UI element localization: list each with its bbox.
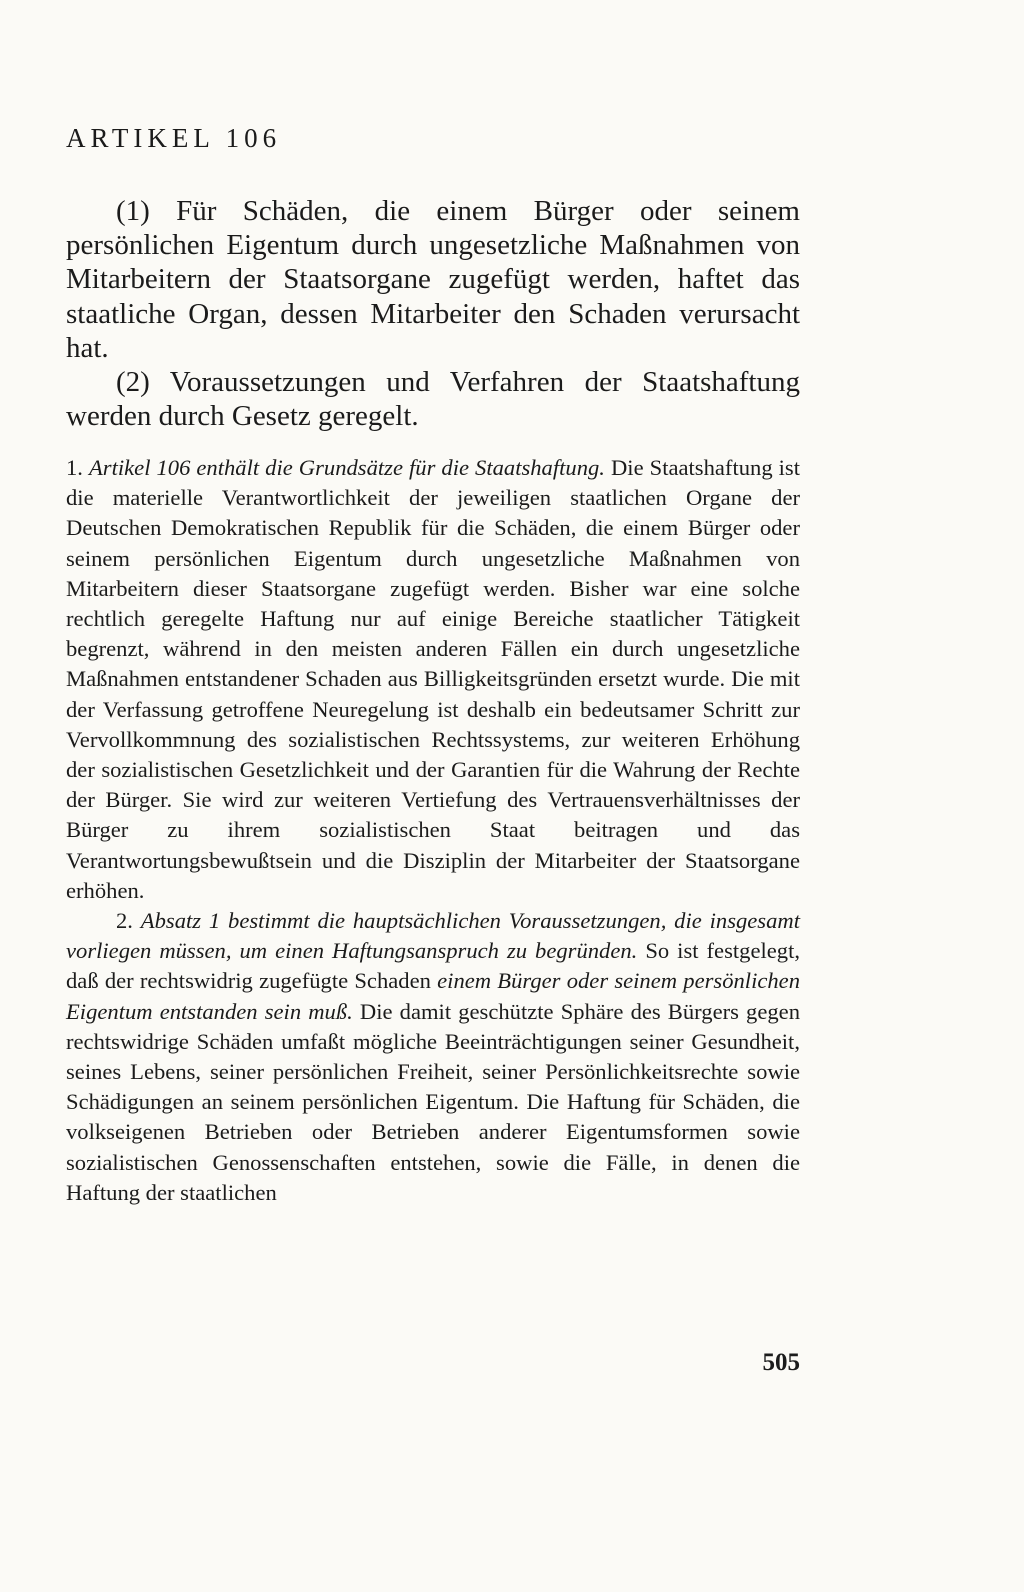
document-page (66, 0, 800, 1592)
commentary-italic-mid-2: einem Bürger oder seinem persönlichen Eigentum entstanden sein muß. (66, 968, 800, 1024)
commentary-italic-lead-1: Artikel 106 enthält die Grundsätze für die Staatshaftung. (88, 455, 605, 480)
commentary-italic-lead-2: Absatz 1 bestimmt die hauptsächlichen Voraussetzungen, die insgesamt vorliegen müssen, um einen Haftungsanspruch zu begründen. (66, 908, 800, 964)
article-paragraph-1: (1) Für Schäden, die einem Bürger oder seinem persönlichen Eigentum durch ungesetzliche Maßnahmen von Mitarbeitern der Staatsorgane zugefügt werden, haftet das staatliche Organ, dessen Mitarbeiter den Schaden verursacht hat. (66, 195, 800, 364)
commentary-text-2a: So ist festgelegt, daß der rechtswidrig zugefügte Schaden (66, 938, 801, 994)
commentary-paragraph-2 (66, 906, 800, 1208)
article-heading: ARTIKEL 106 (66, 123, 282, 153)
commentary-number-1: 1. (66, 455, 83, 480)
commentary-text-2b: Die damit geschützte Sphäre des Bürgers gegen rechtswidrige Schäden umfaßt mögliche Beeinträchtigungen seiner Gesundheit, seines Lebens, seiner persönlichen Freiheit, seiner Persönlichkeitsrechte sowie Schädigungen an seinem persönlichen Eigentum. Die Haftung für Schäden, die volkseigenen Betrieben oder Betrieben anderer Eigentumsformen sowie sozialistischen Genossenschaften entstehen, sowie die Fälle, in denen die Haftung der staatlichen (66, 998, 800, 1205)
page-number: 505 (762, 1349, 800, 1376)
commentary (66, 453, 800, 1208)
article-paragraph-2: (2) Voraussetzungen und Verfahren der Staatshaftung werden durch Gesetz geregelt. (66, 366, 800, 433)
commentary-text-1: Die Staatshaftung ist die materielle Verantwortlichkeit der jeweiligen staatlichen Organe der Deutschen Demokratischen Republik für die Schäden, die einem Bürger oder seinem persönlichen Eigentum durch ungesetzliche Maßnahmen von Mitarbeitern dieser Staatsorgane zugefügt werden. Bisher war eine solche rechtlich geregelte Haftung nur auf einige Bereiche staatlicher Tätigkeit begrenzt, während in den meisten anderen Fällen ein durch ungesetzliche Maßnahmen entstandener Schaden aus Billigkeitsgründen ersetzt wurde. Die mit der Verfassung getroffene Neuregelung ist deshalb ein bedeutsamer Schritt zur Vervollkommnung des sozialistischen Rechtssystems, zur weiteren Erhöhung der sozialistischen Gesetzlichkeit und der Garantien für die Wahrung der Rechte der Bürger. Sie wird zur weiteren Vertiefung des Vertrauensverhältnisses der Bürger zu ihrem sozialistischen Staat beitragen und das Verantwortungsbewußtsein und die Disziplin der Mitarbeiter der Staatsorgane erhöhen. (66, 455, 800, 903)
commentary-paragraph-1 (66, 453, 800, 906)
commentary-number-2: 2. (116, 908, 133, 934)
article-text (66, 194, 800, 433)
